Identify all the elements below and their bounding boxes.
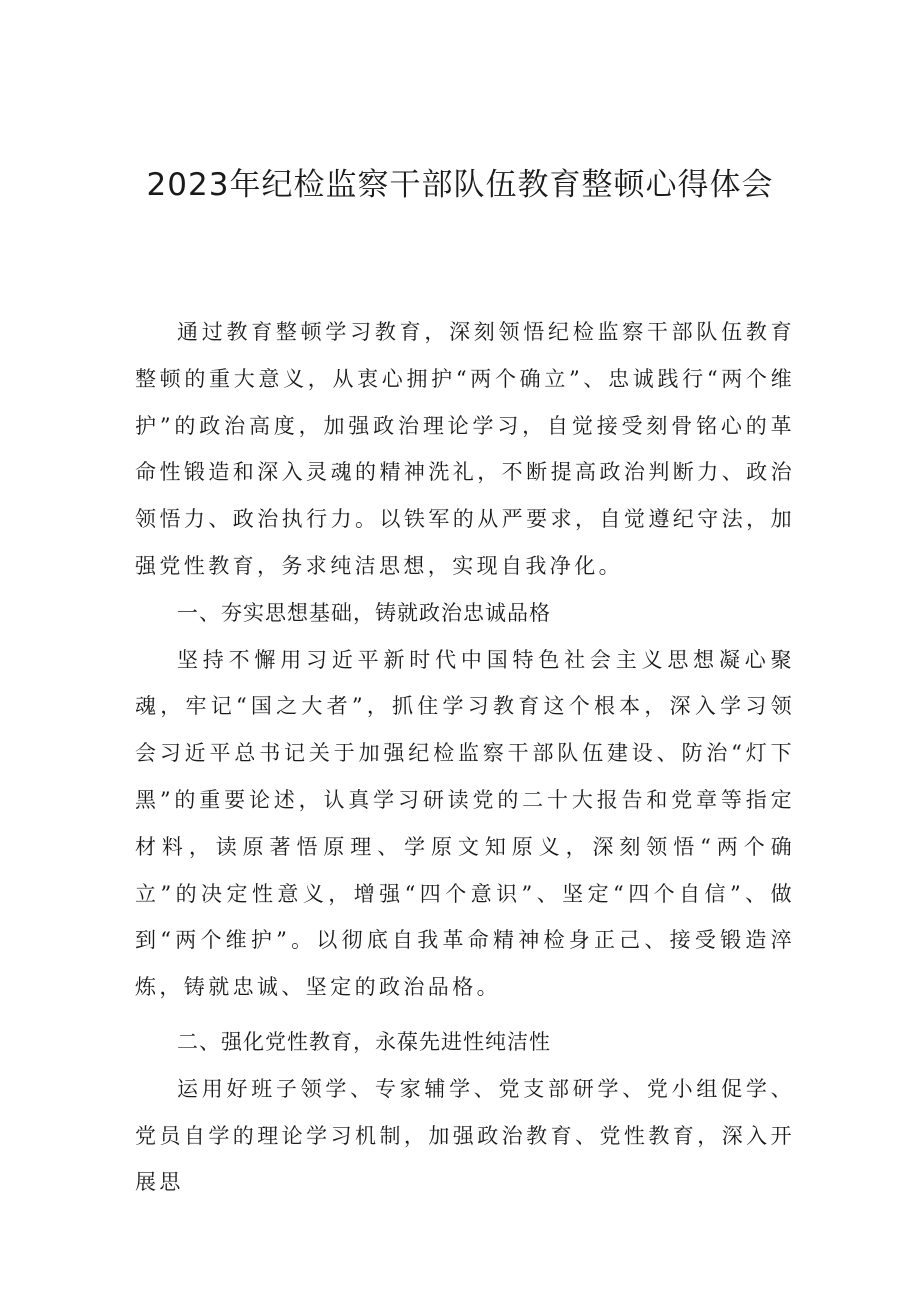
- section-1-paragraph: 坚持不懈用习近平新时代中国特色社会主义思想凝心聚魂，牢记“国之大者”，抓住学习教育这个根本，深入学习领会习近平总书记关于加强纪检监察干部队伍建设、防治“灯下黑”的重要论述，认真学习研读党的二十大报告和党章等指定材料，读原著悟原理、学原文知原义，深刻领悟“两个确立”的决定性意义，增强“四个意识”、坚定“四个自信”、做到“两个维护”。以彻底自我革命精神检身正己、接受锻造淬炼，铸就忠诚、坚定的政治品格。: [135, 647, 795, 1000]
- section-1-heading: 一、夯实思想基础，铸就政治忠诚品格: [177, 600, 551, 625]
- intro-paragraph: 通过教育整顿学习教育，深刻领悟纪检监察干部队伍教育整顿的重大意义，从衷心拥护“两个确立”、忠诚践行“两个维护”的政治高度，加强政治理论学习，自觉接受刻骨铭心的革命性锻造和深入灵魂的精神洗礼，不断提高政治判断力、政治领悟力、政治执行力。以铁军的从严要求，自觉遵纪守法，加强党性教育，务求纯洁思想，实现自我净化。: [135, 320, 795, 578]
- document-title: 2023年纪检监察干部队伍教育整顿心得体会: [146, 167, 774, 203]
- section-2-heading: 二、强化党性教育，永葆先进性纯洁性: [177, 1029, 551, 1054]
- section-2-paragraph: 运用好班子领学、专家辅学、党支部研学、党小组促学、党员自学的理论学习机制，加强政治教育、党性教育，深入开展思: [135, 1076, 795, 1195]
- document-body: [135, 309, 795, 1206]
